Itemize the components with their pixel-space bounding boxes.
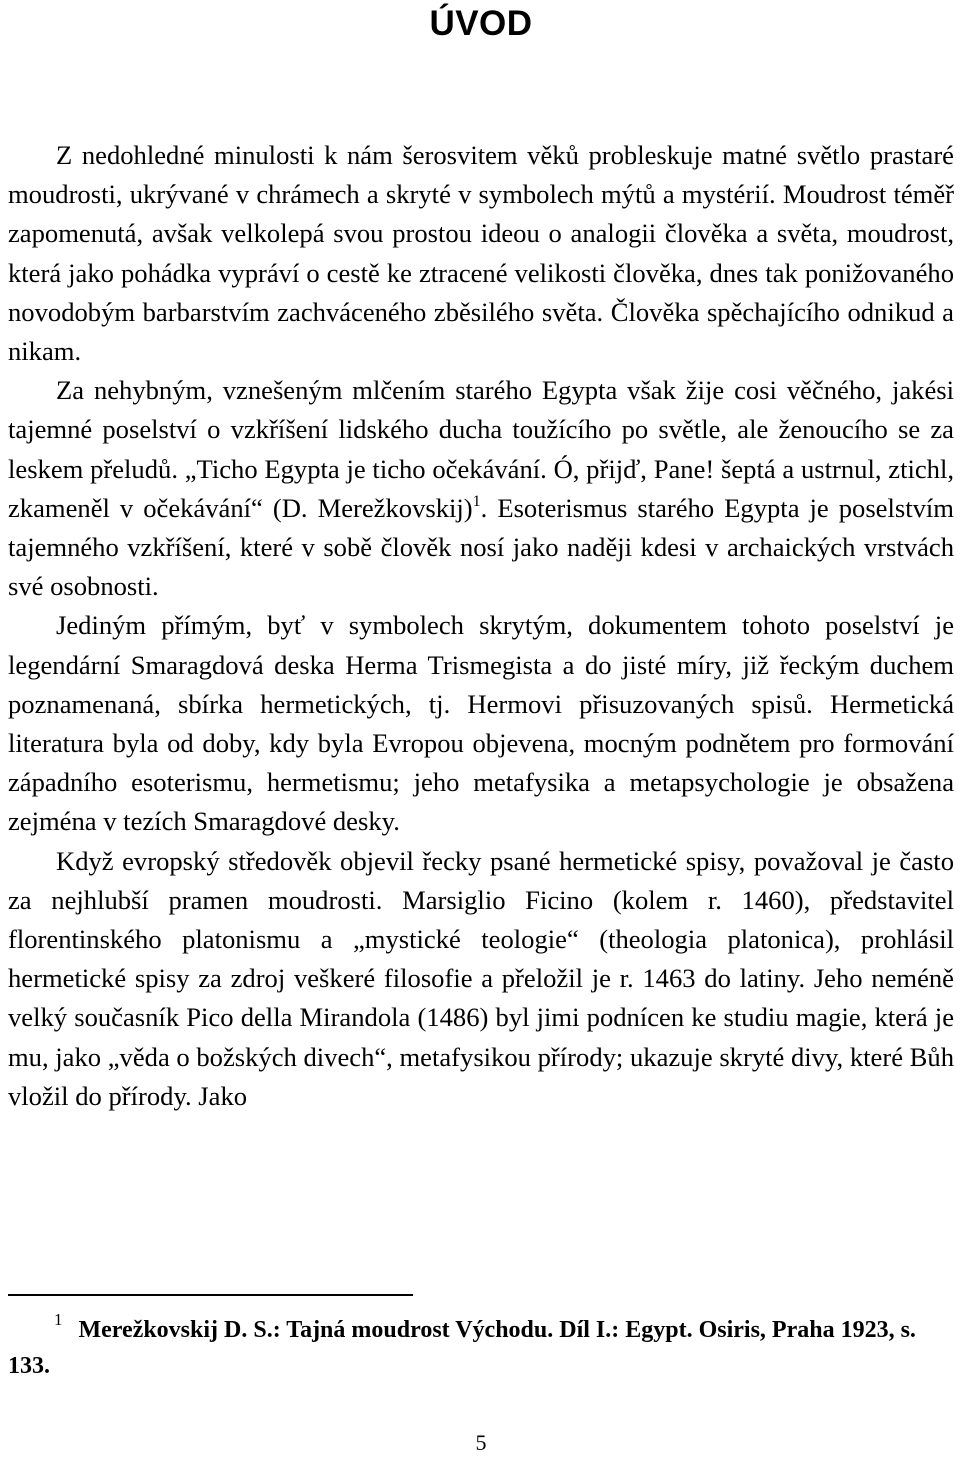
footnote-text: Merežkovskij D. S.: Tajná moudrost Východu. Díl I.: Egypt. Osiris, Praha 1923, s. 133.: [8, 1317, 916, 1379]
page-number: 5: [475, 1430, 487, 1455]
paragraph-2-text-b: . Esoterismus starého Egypta je poselstvím tajemného vzkříšení, které v sobě člověk nosí jako naději kdesi v archaických vrstvách své osobnosti.: [8, 492, 954, 602]
footnote-reference[interactable]: 1: [472, 492, 481, 510]
paragraph-2-text-a: Za nehybným, vznešeným mlčením starého Egypta však žije cosi věčného, jakési tajemné poselství o vzkříšení lidského ducha toužícího po světle, ale ženoucího se za leskem přeludů. „Ticho Egypta je ticho očekávání. Ó, přijď, Pane! šeptá a ustrnul, ztichl, zkameněl v očekávání“ (D. Merežkovskij): [8, 375, 954, 523]
body-text: [8, 136, 954, 1116]
chapter-title: ÚVOD: [429, 4, 533, 43]
paragraph-2: [8, 371, 954, 606]
footnote-separator: [8, 1294, 413, 1296]
paragraph-1: Z nedohledné minulosti k nám šerosvitem věků probleskuje matné světlo prastaré moudrosti, ukrývané v chrámech a skryté v symbolech mýtů a mystérií. Moudrost téměř zapomenutá, avšak velkolepá svou prostou ideou o analogii člověka a světa, moudrost, která jako pohádka vypráví o cestě ke ztracené velikosti člověka, dnes tak ponižovaného novodobým barbarstvím zachváceného zběsilého světa. Člověka spěchajícího odnikud a nikam.: [8, 140, 954, 367]
footnote: [8, 1312, 954, 1384]
paragraph-3: Jediným přímým, byť v symbolech skrytým, dokumentem tohoto poselství je legendární Smaragdová deska Herma Trismegista a do jisté míry, již řeckým duchem poznamenaná, sbírka hermetických, tj. Hermovi přisuzovaných spisů. Hermetická literatura byla od doby, kdy byla Evropou objevena, mocným podnětem pro formování západního esoterismu, hermetismu; jeho metafysika a metapsychologie je obsažena zejména v tezích Smaragdové desky.: [8, 610, 954, 837]
paragraph-4: Když evropský středověk objevil řecky psané hermetické spisy, považoval je často za nejhlubší pramen moudrosti. Marsiglio Ficino (kolem r. 1460), představitel florentinského platonismu a „mystické teologie“ (theologia platonica), prohlásil hermetické spisy za zdroj veškeré filosofie a přeložil je r. 1463 do latiny. Jeho neméně velký současník Pico della Mirandola (1486) byl jimi podnícen ke studiu magie, která je mu, jako „věda o božských divech“, metafysikou přírody; ukazuje skryté divy, které Bůh vložil do přírody. Jako: [8, 845, 954, 1111]
footnote-number: 1: [54, 1310, 63, 1329]
